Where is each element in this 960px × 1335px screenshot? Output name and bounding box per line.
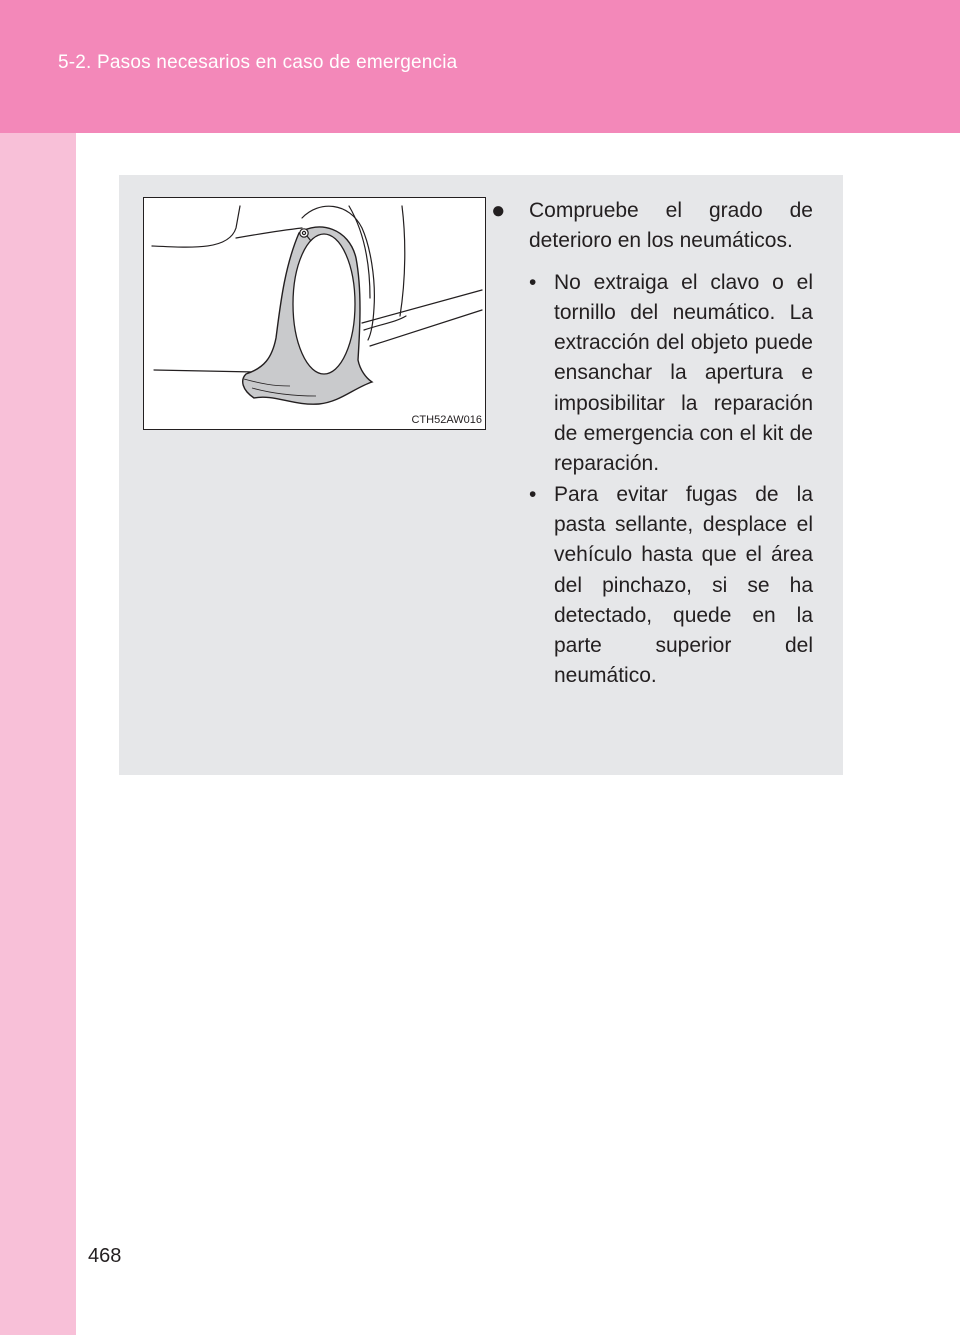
page-header bbox=[0, 0, 960, 133]
tire-illustration bbox=[143, 197, 486, 430]
sub-bullet-item bbox=[491, 480, 813, 692]
flat-tire-with-nail-icon bbox=[144, 198, 486, 430]
sub-bullet-item bbox=[491, 268, 813, 480]
sub-item-text: Para evitar fugas de la pasta sellante, desplace el vehículo hasta que el área del pinchazo, si se ha detectado, quede en la parte superior del neumático. bbox=[554, 482, 813, 688]
sub-item-text: No extraiga el clavo o el tornillo del neumático. La extracción del objeto puede ensanchar la apertura e imposibilitar la reparación de emergencia con el kit de reparación. bbox=[554, 270, 813, 476]
dot-bullet-icon: • bbox=[529, 270, 537, 294]
section-title: 5-2. Pasos necesarios en caso de emergencia bbox=[58, 52, 458, 73]
sub-bullet-list bbox=[491, 268, 813, 692]
main-bullet-item bbox=[491, 196, 813, 257]
side-strip bbox=[0, 133, 76, 1335]
page-number: 468 bbox=[88, 1245, 122, 1267]
content-box bbox=[119, 175, 843, 775]
main-instruction: Compruebe el grado de deterioro en los neumáticos. bbox=[529, 199, 813, 253]
dot-bullet-icon: • bbox=[529, 482, 537, 506]
black-circle-bullet-icon: ● bbox=[491, 197, 506, 224]
instruction-text bbox=[491, 196, 813, 692]
figure-code: CTH52AW016 bbox=[411, 414, 482, 426]
